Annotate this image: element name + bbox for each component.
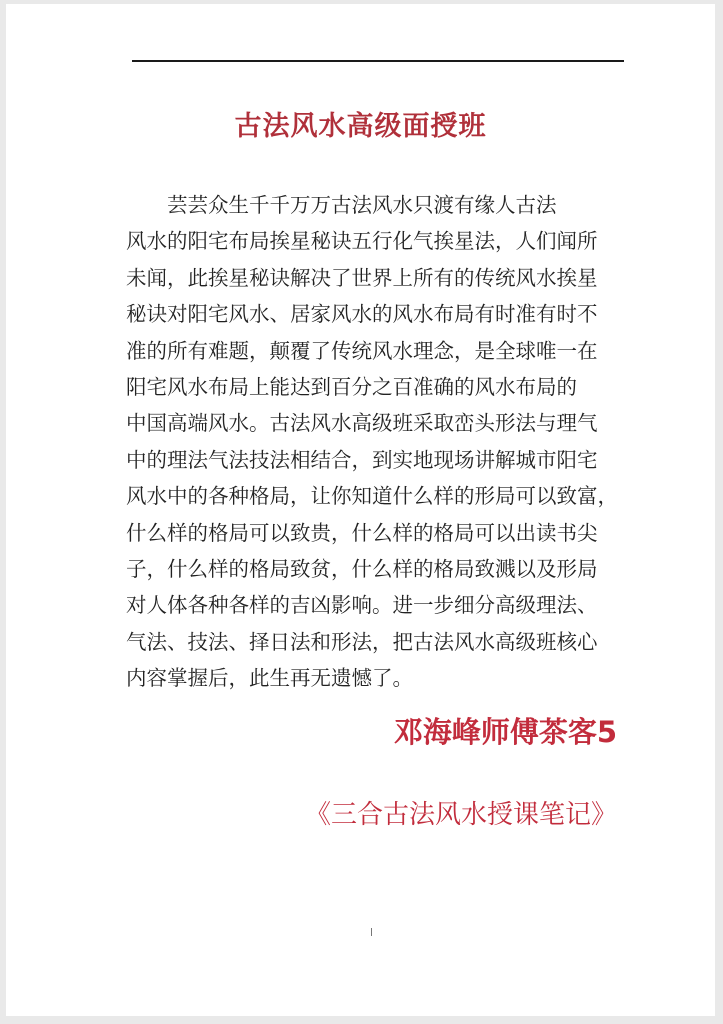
body-line: 对人体各种各样的吉凶影响。进一步细分高级理法、 [126,593,598,618]
document-page [6,4,715,1016]
header-rule [132,60,624,62]
body-line: 秘诀对阳宅风水、居家风水的风水布局有时准有时不 [126,302,598,327]
body-line: 芸芸众生千千万万古法风水只渡有缘人古法 [167,193,557,217]
document-title: 古法风水高级面授班 [234,111,487,142]
body-line: 未闻，此挨星秘诀解决了世界上所有的传统风水挨星 [126,265,598,290]
body-line: 风水的阳宅布局挨星秘诀五行化气挨星法，人们闻所 [126,229,598,254]
book-title: 《三合古法风水授课笔记》 [304,800,617,830]
body-line: 子，什么样的格局致贫，什么样的格局致溅以及形局 [126,556,598,581]
body-line: 风水中的各种格局，让你知道什么样的形局可以致富， [126,484,618,509]
body-line: 中国高端风水。古法风水高级班采取峦头形法与理气 [126,411,598,436]
body-line: 准的所有难题，颠覆了传统风水理念，是全球唯一在 [126,338,598,363]
body-line: 中的理法气法技法相结合，到实地现场讲解城市阳宅 [126,447,598,472]
body-line: 内容掌握后，此生再无遗憾了。 [126,666,413,691]
body-line: 气法、技法、择日法和形法，把古法风水高级班核心 [126,629,598,654]
body-paragraph [126,187,626,696]
body-line: 阳宅风水布局上能达到百分之百准确的风水布局的 [126,374,577,399]
page-mark [371,928,372,936]
body-line: 什么样的格局可以致贵，什么样的格局可以出读书尖 [126,520,598,545]
author-signature: 邓海峰师傅茶客5 [393,715,617,749]
